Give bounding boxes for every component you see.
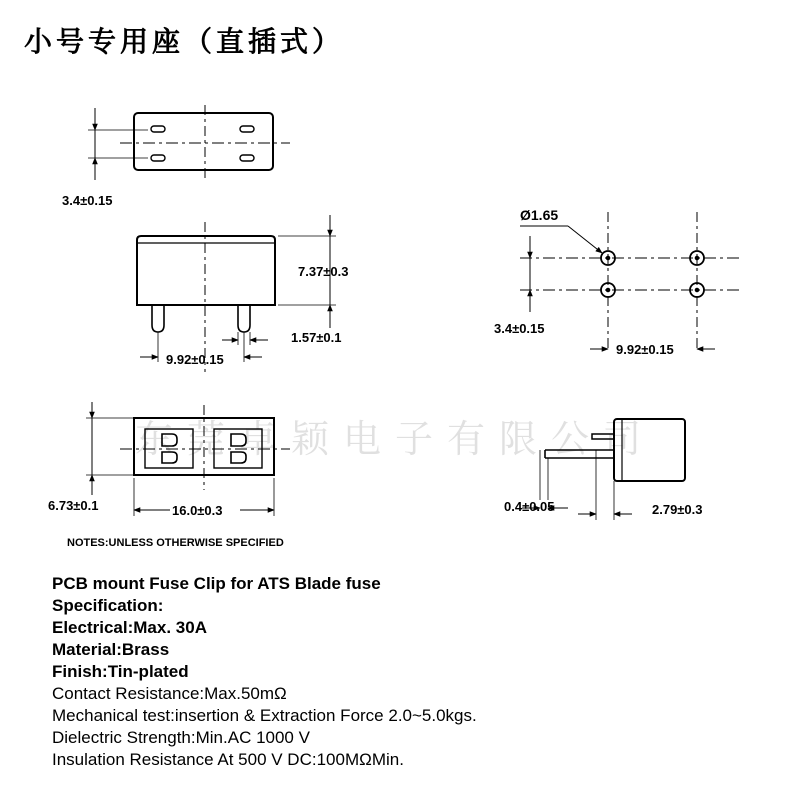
notes: NOTES:UNLESS OTHERWISE SPECIFIED [67, 537, 284, 549]
spec-electrical: Electrical:Max. 30A [52, 618, 207, 637]
dim-hole-diameter: Ø1.65 [520, 207, 559, 223]
spec-heading: Specification: [52, 596, 164, 615]
dim-pin-width: 1.57±0.1 [291, 330, 342, 345]
spec-insulation-resistance: Insulation Resistance At 500 V DC:100MΩMin. [52, 750, 404, 769]
dim-hole-pitch: 9.92±0.15 [616, 342, 674, 357]
dim-front-height: 7.37±0.3 [298, 264, 349, 279]
front-view [137, 215, 336, 372]
dim-pin-pitch: 9.92±0.15 [166, 352, 224, 367]
page-title: 小号专用座（直插式） [24, 25, 345, 58]
dim-bottom-height: 6.73±0.1 [48, 498, 99, 513]
dim-bottom-length: 16.0±0.3 [172, 503, 223, 518]
hole-pattern [520, 212, 740, 350]
dim-hole-row-spacing: 3.4±0.15 [494, 321, 545, 336]
spec-mechanical-test: Mechanical test:insertion & Extraction Force 2.0~5.0kgs. [52, 706, 477, 725]
spec-dielectric-strength: Dielectric Strength:Min.AC 1000 V [52, 728, 310, 747]
spec-contact-resistance: Contact Resistance:Max.50mΩ [52, 684, 287, 703]
spec-product-line: PCB mount Fuse Clip for ATS Blade fuse [52, 574, 381, 593]
specification-block [52, 573, 477, 771]
dim-top-view-height: 3.4±0.15 [62, 193, 113, 208]
watermark: 东莞卓颖电子有限公司 [135, 417, 656, 461]
top-view [88, 105, 290, 180]
spec-finish: Finish:Tin-plated [52, 662, 189, 681]
dim-side-pin-thickness: 0.4±0.05 [504, 499, 555, 514]
spec-material: Material:Brass [52, 640, 170, 659]
dim-side-width: 2.79±0.3 [652, 502, 703, 517]
